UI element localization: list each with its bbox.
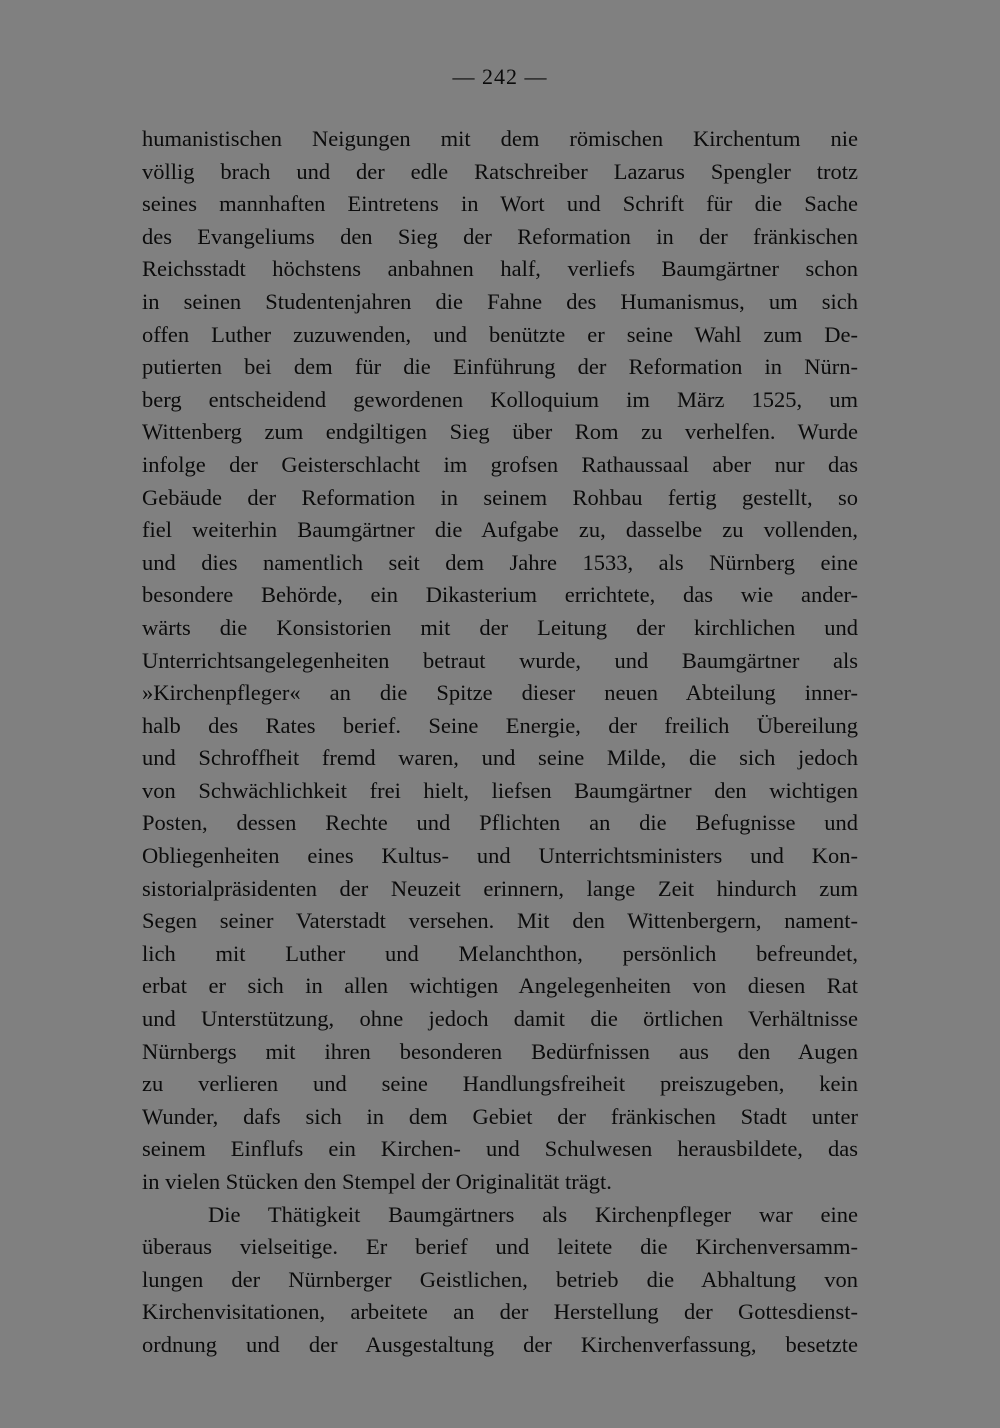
text-line: sistorialpräsidenten der Neuzeit erinnern, lange Zeit hindurch zum [142,875,858,901]
page-number: — 242 — [452,64,548,89]
text-line: lungen der Nürnberger Geistlichen, betrieb die Abhaltung von [142,1266,858,1292]
text-line: überaus vielseitige. Er berief und leitete die Kirchenversamm- [142,1234,858,1260]
text-line: und Unterstützung, ohne jedoch damit die örtlichen Verhältnisse [142,1006,858,1032]
text-line: fiel weiterhin Baumgärtner die Aufgabe zu, dasselbe zu vollenden, [142,517,858,543]
paragraph-2 [142,1199,858,1362]
text-line: von Schwächlichkeit frei hielt, liefsen Baumgärtner den wichtigen [142,777,858,803]
text-line: berg entscheidend gewordenen Kolloquium im März 1525, um [142,386,858,412]
text-line: wärts die Konsistorien mit der Leitung der kirchlichen und [142,614,858,640]
text-line: Gebäude der Reformation in seinem Rohbau fertig gestellt, so [142,484,858,510]
text-line: infolge der Geisterschlacht im grofsen Rathaussaal aber nur das [142,451,858,477]
text-line: seines mannhaften Eintretens in Wort und Schrift für die Sache [142,191,858,217]
text-line: Die Thätigkeit Baumgärtners als Kirchenpfleger war eine [208,1201,858,1227]
text-line: »Kirchenpfleger« an die Spitze dieser neuen Abteilung inner- [142,680,858,706]
text-line: in vielen Stücken den Stempel der Originalität trägt. [142,1169,612,1194]
text-line: Reichsstadt höchstens anbahnen half, verliefs Baumgärtner schon [142,256,858,282]
text-line: erbat er sich in allen wichtigen Angelegenheiten von diesen Rat [142,973,858,999]
text-line: putierten bei dem für die Einführung der Reformation in Nürn- [142,354,858,380]
body-text [142,123,858,1362]
text-line: Segen seiner Vaterstadt versehen. Mit den Wittenbergern, nament- [142,908,858,934]
text-line: Kirchenvisitationen, arbeitete an der Herstellung der Gottesdienst- [142,1299,858,1325]
text-line: völlig brach und der edle Ratschreiber Lazarus Spengler trotz [142,158,858,184]
text-line: lich mit Luther und Melanchthon, persönlich befreundet, [142,940,858,966]
text-line: ordnung und der Ausgestaltung der Kirchenverfassung, besetzte [142,1331,858,1357]
text-line: zu verlieren und seine Handlungsfreiheit preiszugeben, kein [142,1071,858,1097]
text-line: besondere Behörde, ein Dikasterium errichtete, das wie ander- [142,582,858,608]
text-line: und dies namentlich seit dem Jahre 1533, als Nürnberg eine [142,549,858,575]
text-line: humanistischen Neigungen mit dem römischen Kirchentum nie [142,126,858,151]
text-line: seinem Einflufs ein Kirchen- und Schulwesen herausbildete, das [142,1136,858,1162]
text-line: offen Luther zuzuwenden, und benützte er seine Wahl zum De- [142,321,858,347]
text-line: Unterrichtsangelegenheiten betraut wurde, und Baumgärtner als [142,647,858,673]
text-line: und Schroffheit fremd waren, und seine Milde, die sich jedoch [142,745,858,771]
paragraph-1 [142,123,858,1199]
text-line: des Evangeliums den Sieg der Reformation in der fränkischen [142,223,858,249]
text-line: Wunder, dafs sich in dem Gebiet der fränkischen Stadt unter [142,1103,858,1129]
text-line: Wittenberg zum endgiltigen Sieg über Rom zu verhelfen. Wurde [142,419,858,445]
text-line: Obliegenheiten eines Kultus- und Unterrichtsministers und Kon- [142,843,858,869]
text-line: Nürnbergs mit ihren besonderen Bedürfnissen aus den Augen [142,1038,858,1064]
text-line: halb des Rates berief. Seine Energie, der freilich Übereilung [142,712,858,738]
text-line: in seinen Studentenjahren die Fahne des Humanismus, um sich [142,288,858,314]
text-line: Posten, dessen Rechte und Pflichten an die Befugnisse und [142,810,858,836]
